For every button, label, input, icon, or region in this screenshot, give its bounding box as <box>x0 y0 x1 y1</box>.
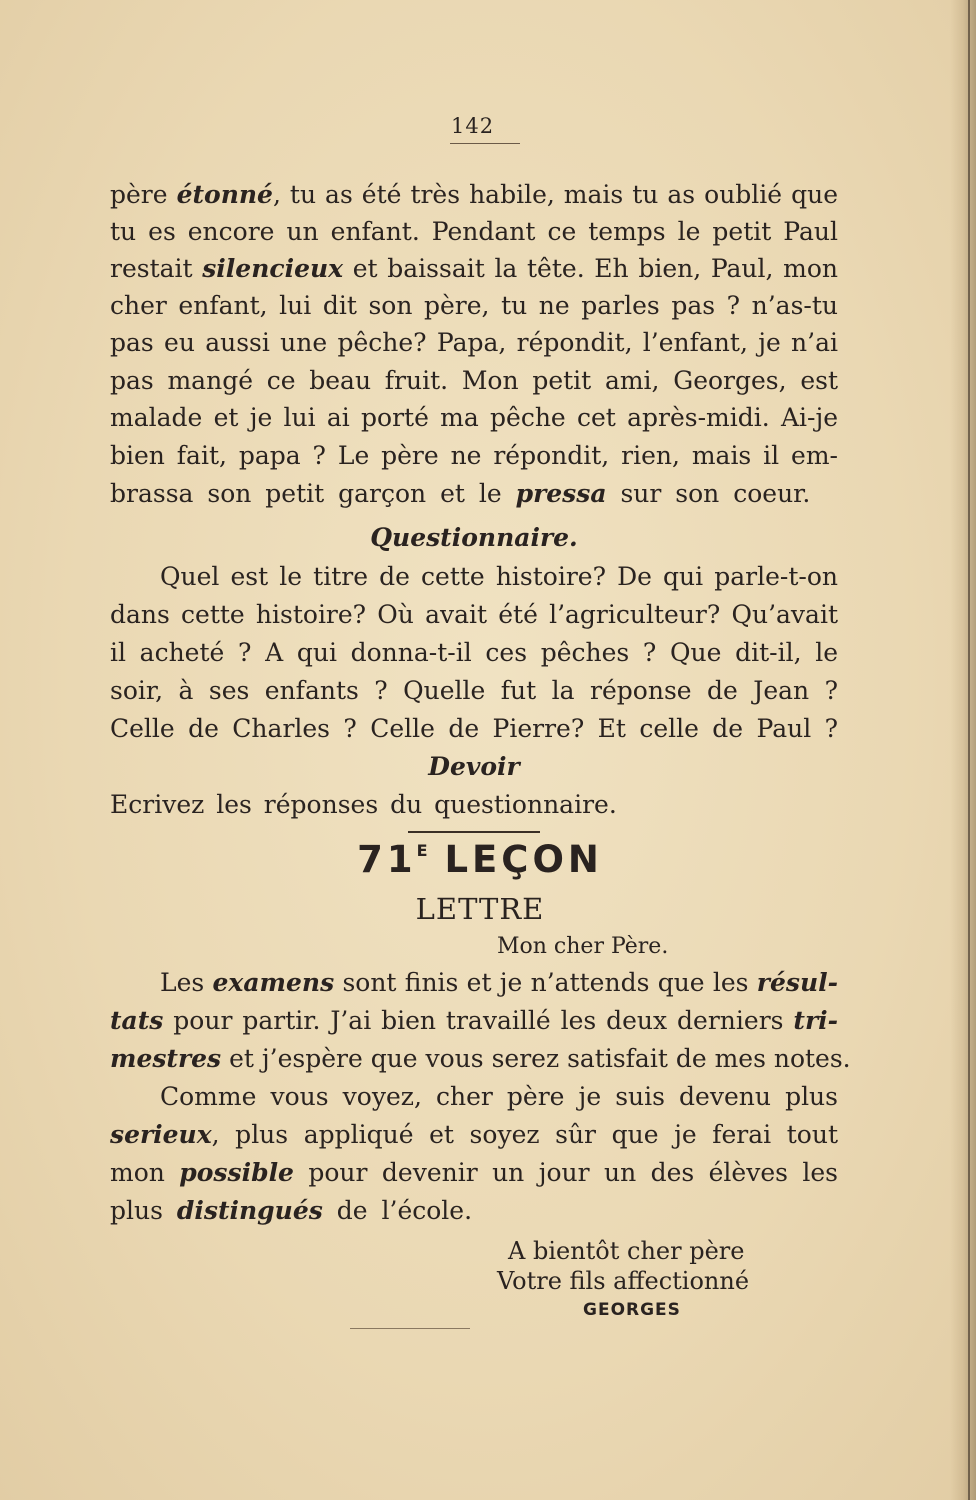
devoir-title: Devoir <box>428 752 520 781</box>
story-line-6: pas mangé ce beau fruit. Mon petit ami, Georges, est <box>110 366 838 395</box>
letter-closing-2: Votre fils affectionné <box>497 1267 750 1295</box>
letter-line-2: tats pour partir. J’ai bien travaillé les deux derniers tri- <box>110 1006 838 1035</box>
page-number-rule <box>450 143 520 144</box>
page-number: 142 <box>451 114 495 138</box>
letter-salutation: Mon cher Père. <box>497 934 669 959</box>
section-divider <box>408 831 540 833</box>
letter-line-7: plus distingués de l’école. <box>110 1196 473 1225</box>
page-edge-line <box>968 0 970 1500</box>
question-line-3: il acheté ? A qui donna-t-il ces pêches ? Que dit-il, le <box>110 638 838 667</box>
question-line-4: soir, à ses enfants ? Quelle fut la réponse de Jean ? <box>110 676 838 705</box>
letter-line-4: Comme vous voyez, cher père je suis devenu plus <box>160 1082 838 1111</box>
question-line-5: Celle de Charles ? Celle de Pierre? Et celle de Paul ? <box>110 714 838 743</box>
question-line-2: dans cette histoire? Où avait été l’agriculteur? Qu’avait <box>110 600 838 629</box>
story-line-2: tu es encore un enfant. Pendant ce temps le petit Paul <box>110 217 838 246</box>
story-line-9: brassa son petit garçon et le pressa sur son coeur. <box>110 479 811 508</box>
lesson-heading: $71^E$ LEÇON <box>357 838 603 881</box>
story-line-7: malade et je lui ai porté ma pêche cet après-midi. Ai-je <box>110 403 838 432</box>
story-line-8: bien fait, papa ? Le père ne répondit, rien, mais il em- <box>110 441 838 470</box>
story-line-4: cher enfant, lui dit son père, tu ne parles pas ? n’as-tu <box>110 291 838 320</box>
letter-line-3: mestres et j’espère que vous serez satisfait de mes notes. <box>110 1044 851 1073</box>
story-line-3: restait silencieux et baissait la tête. Eh bien, Paul, mon <box>110 254 838 283</box>
letter-line-6: mon possible pour devenir un jour un des élèves les <box>110 1158 838 1187</box>
lesson-subtitle: LETTRE <box>415 892 545 926</box>
question-line-1: Quel est le titre de cette histoire? De qui parle-t-on <box>160 562 838 591</box>
page-edge-shadow <box>950 0 976 1500</box>
devoir-text: Ecrivez les réponses du questionnaire. <box>110 790 617 819</box>
letter-line-5: serieux, plus appliqué et soyez sûr que je ferai tout <box>110 1120 838 1149</box>
questionnaire-title: Questionnaire. <box>370 523 578 552</box>
letter-line-1: Les examens sont finis et je n’attends que les résul- <box>160 968 838 997</box>
story-line-1: père étonné, tu as été très habile, mais tu as oublié que <box>110 180 838 209</box>
letter-closing-1: A bientôt cher père <box>508 1237 745 1265</box>
story-line-5: pas eu aussi une pêche? Papa, répondit, l’enfant, je n’ai <box>110 328 838 357</box>
letter-signature: GEORGES <box>583 1300 681 1320</box>
bottom-rule <box>350 1328 470 1329</box>
